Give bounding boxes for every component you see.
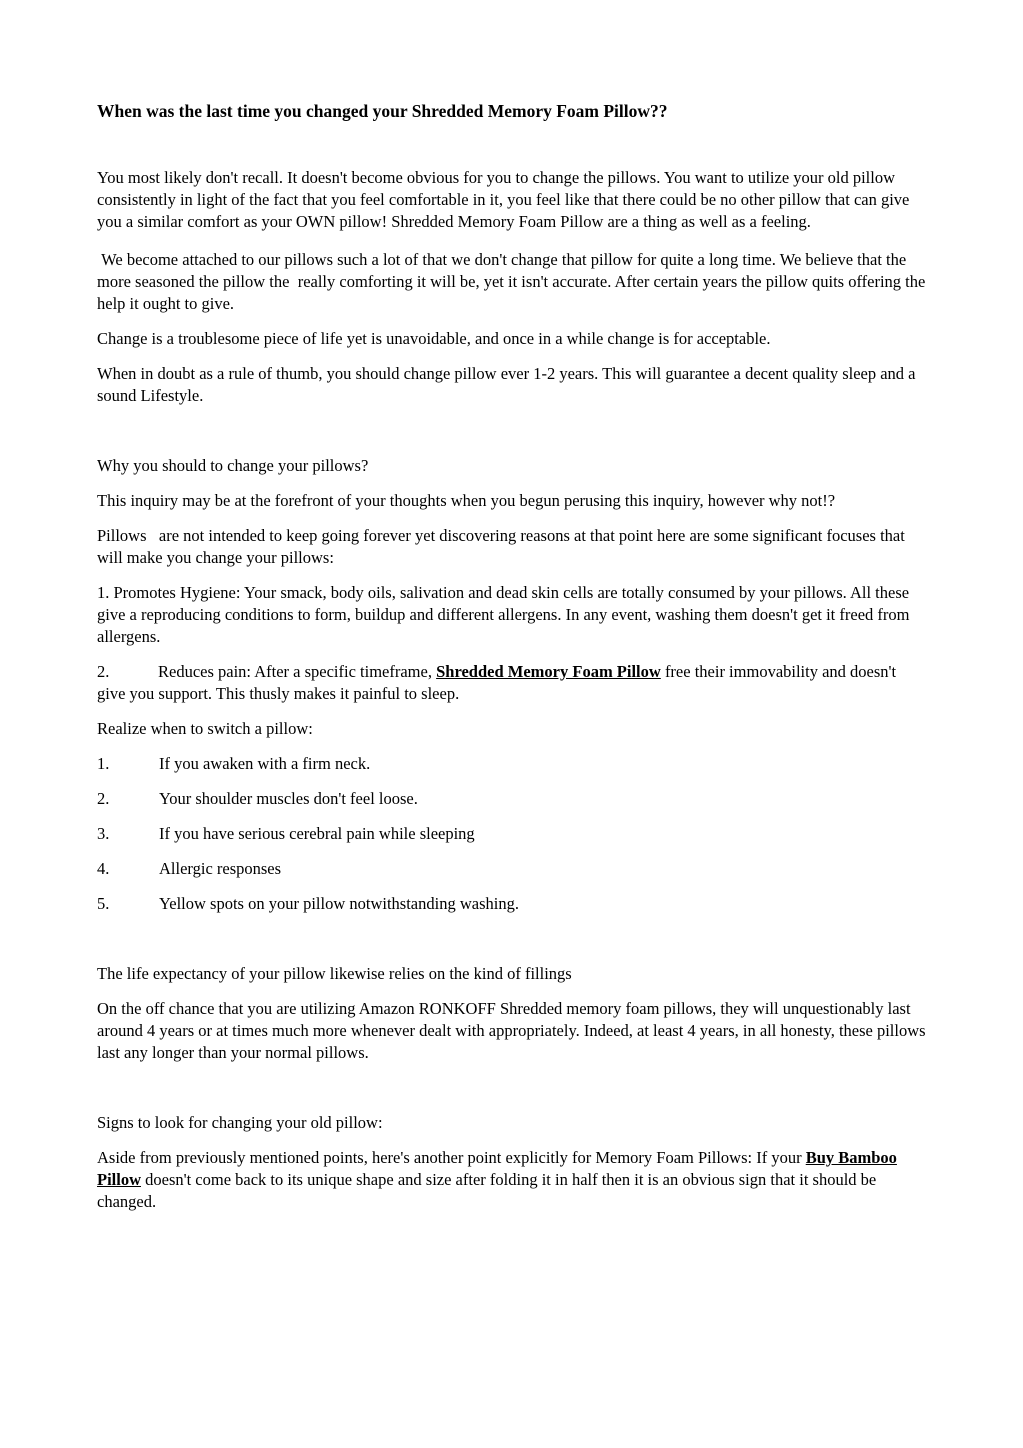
list-item-number: 3. bbox=[97, 824, 110, 843]
list-item-number: 1. bbox=[97, 754, 110, 773]
paragraph-bamboo bbox=[97, 1147, 927, 1213]
list-item bbox=[97, 823, 927, 845]
shredded-memory-foam-pillow-link[interactable]: Shredded Memory Foam Pillow bbox=[436, 662, 661, 681]
paragraph-inquiry: This inquiry may be at the forefront of your thoughts when you begun perusing this inquiry, however why not!? bbox=[97, 491, 836, 510]
document-title: When was the last time you changed your Shredded Memory Foam Pillow?? bbox=[97, 101, 668, 121]
list-item-text: Yellow spots on your pillow notwithstanding washing. bbox=[159, 894, 519, 913]
list-item-number: 4. bbox=[97, 859, 110, 878]
paragraph-hygiene: 1. Promotes Hygiene: Your smack, body oils, salivation and dead skin cells are totally consumed by your pillows. All these give a reproducing conditions to form, buildup and different allergens. In any event, washing them doesn't get it freed from allergens. bbox=[97, 583, 910, 646]
reduces-pain-text-before: Reduces pain: After a specific timeframe, bbox=[158, 662, 437, 681]
paragraph-intro: You most likely don't recall. It doesn't become obvious for you to change the pillows. You want to utilize your old pillow consistently in light of the fact that you feel comfortable in it, you feel like that there could be no other pillow that can give you a similar comfort as your OWN pillow! Shredded Memory Foam Pillow are a thing as well as a feeling. bbox=[97, 168, 910, 231]
document-body bbox=[97, 167, 930, 1226]
list-item-number: 5. bbox=[97, 894, 110, 913]
heading-life-expectancy: The life expectancy of your pillow likewise relies on the kind of fillings bbox=[97, 964, 572, 983]
reduces-pain-number: 2. bbox=[97, 662, 110, 681]
paragraph-reduces-pain bbox=[97, 661, 927, 705]
list-item bbox=[97, 893, 927, 915]
reduces-pain-text-after: free their immovability and doesn't give you support. This thusly makes it painful to sleep. bbox=[97, 662, 897, 703]
paragraph-ronkoff: On the off chance that you are utilizing Amazon RONKOFF Shredded memory foam pillows, they will unquestionably last around 4 years or at times much more whenever dealt with appropriately. Indeed, at least 4 years, in all honesty, these pillows last any longer than your normal pillows. bbox=[97, 999, 926, 1062]
list-item bbox=[97, 753, 927, 775]
paragraph-rule-of-thumb: When in doubt as a rule of thumb, you should change pillow ever 1-2 years. This will guarantee a decent quality sleep and a sound Lifestyle. bbox=[97, 364, 916, 405]
list-item-text: If you have serious cerebral pain while sleeping bbox=[159, 824, 475, 843]
paragraph-change: Change is a troublesome piece of life yet is unavoidable, and once in a while change is for acceptable. bbox=[97, 329, 771, 348]
list-item-text: If you awaken with a firm neck. bbox=[159, 754, 371, 773]
bamboo-text-after: doesn't come back to its unique shape and size after folding it in half then it is an obvious sign that it should be changed. bbox=[97, 1170, 877, 1211]
list-item bbox=[97, 788, 927, 810]
list-item-text: Your shoulder muscles don't feel loose. bbox=[159, 789, 418, 808]
paragraph-attachment: We become attached to our pillows such a lot of that we don't change that pillow for quite a long time. We believe that the more seasoned the pillow the really comforting it will be, yet it isn't accurate. After certain years the pillow quits offering the help it ought to give. bbox=[97, 250, 930, 313]
list-item-text: Allergic responses bbox=[159, 859, 282, 878]
heading-why-change: Why you should to change your pillows? bbox=[97, 456, 369, 475]
paragraph-reasons: Pillows are not intended to keep going forever yet discovering reasons at that point here are some significant focuses that will make you change your pillows: bbox=[97, 526, 909, 567]
heading-realize-switch: Realize when to switch a pillow: bbox=[97, 719, 313, 738]
list-item-number: 2. bbox=[97, 789, 110, 808]
list-item bbox=[97, 858, 927, 880]
bamboo-text-before: Aside from previously mentioned points, here's another point explicitly for Memory Foam Pillows: If your bbox=[97, 1148, 806, 1167]
buy-bamboo-pillow-link[interactable]: Buy Bamboo Pillow bbox=[97, 1148, 897, 1189]
heading-signs: Signs to look for changing your old pillow: bbox=[97, 1113, 383, 1132]
